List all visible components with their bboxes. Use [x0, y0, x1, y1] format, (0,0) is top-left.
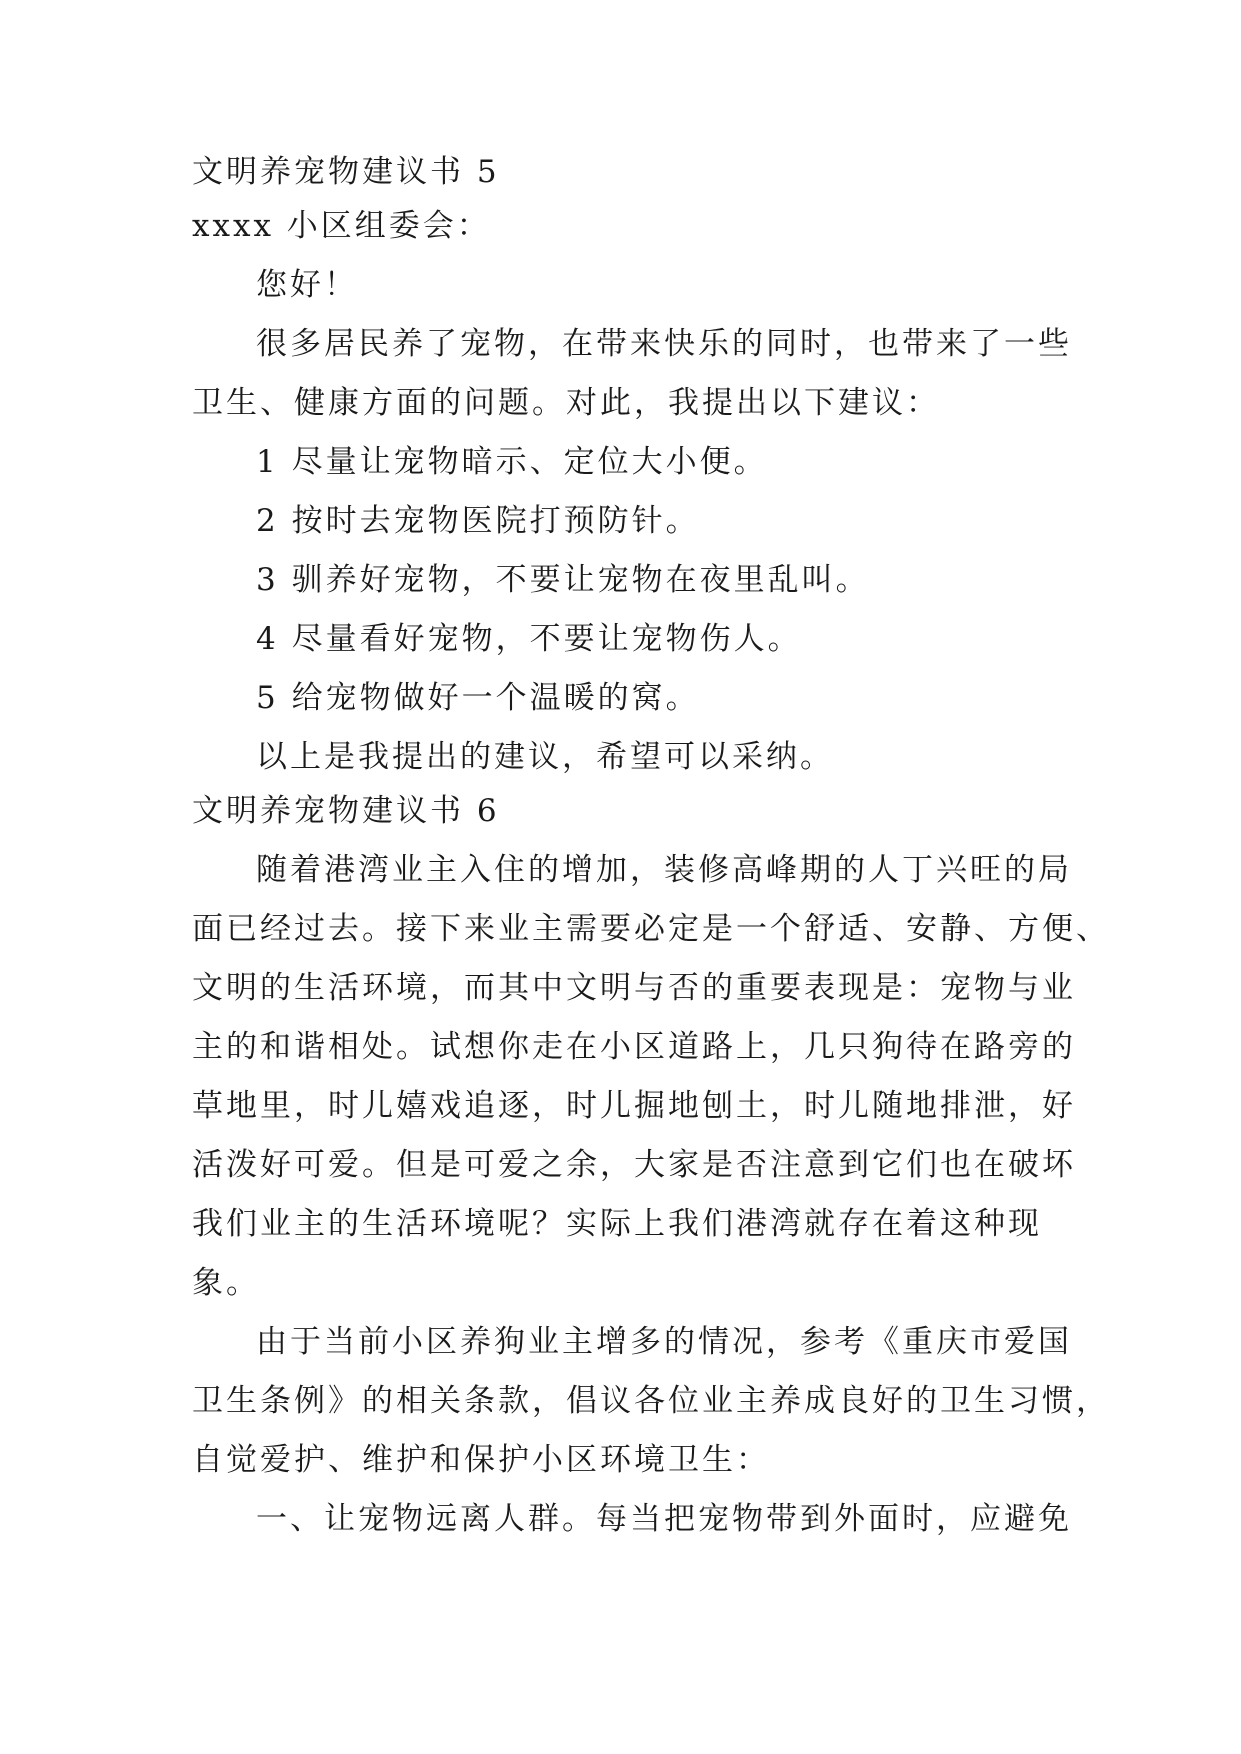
paragraph-line: 草地里，时儿嬉戏追逐，时儿掘地刨土，时儿随地排泄，好	[192, 1088, 1076, 1124]
salutation: xxxx 小区组委会：	[192, 208, 491, 244]
paragraph-line: 象。	[192, 1265, 260, 1301]
paragraph-line: 卫生条例》的相关条款，倡议各位业主养成良好的卫生习惯，	[192, 1383, 1110, 1419]
closing-line: 以上是我提出的建议，希望可以采纳。	[256, 739, 834, 775]
paragraph-line: 卫生、健康方面的问题。对此，我提出以下建议：	[192, 385, 940, 421]
paragraph-line: 随着港湾业主入住的增加，装修高峰期的人丁兴旺的局	[256, 852, 1072, 888]
section-title-6: 文明养宠物建议书 6	[192, 793, 500, 829]
greeting: 您好！	[256, 267, 358, 303]
list-item-3: 3 驯养好宠物，不要让宠物在夜里乱叫。	[256, 562, 870, 598]
paragraph-line: 由于当前小区养狗业主增多的情况，参考《重庆市爱国	[256, 1324, 1072, 1360]
section-title-5: 文明养宠物建议书 5	[192, 154, 500, 190]
list-item-4: 4 尽量看好宠物，不要让宠物伤人。	[256, 621, 802, 657]
paragraph-line: 很多居民养了宠物，在带来快乐的同时，也带来了一些	[256, 326, 1072, 362]
paragraph-line: 活泼好可爱。但是可爱之余，大家是否注意到它们也在破坏	[192, 1147, 1076, 1183]
list-item-5: 5 给宠物做好一个温暖的窝。	[256, 680, 700, 716]
paragraph-line: 面已经过去。接下来业主需要必定是一个舒适、安静、方便、	[192, 911, 1110, 947]
list-item-2: 2 按时去宠物医院打预防针。	[256, 503, 700, 539]
paragraph-line: 自觉爱护、维护和保护小区环境卫生：	[192, 1442, 770, 1478]
list-item-1: 1 尽量让宠物暗示、定位大小便。	[256, 444, 768, 480]
paragraph-line: 一、让宠物远离人群。每当把宠物带到外面时，应避免	[256, 1501, 1072, 1537]
paragraph-line: 主的和谐相处。试想你走在小区道路上，几只狗待在路旁的	[192, 1029, 1076, 1065]
paragraph-line: 我们业主的生活环境呢？实际上我们港湾就存在着这种现	[192, 1206, 1042, 1242]
paragraph-line: 文明的生活环境，而其中文明与否的重要表现是：宠物与业	[192, 970, 1076, 1006]
